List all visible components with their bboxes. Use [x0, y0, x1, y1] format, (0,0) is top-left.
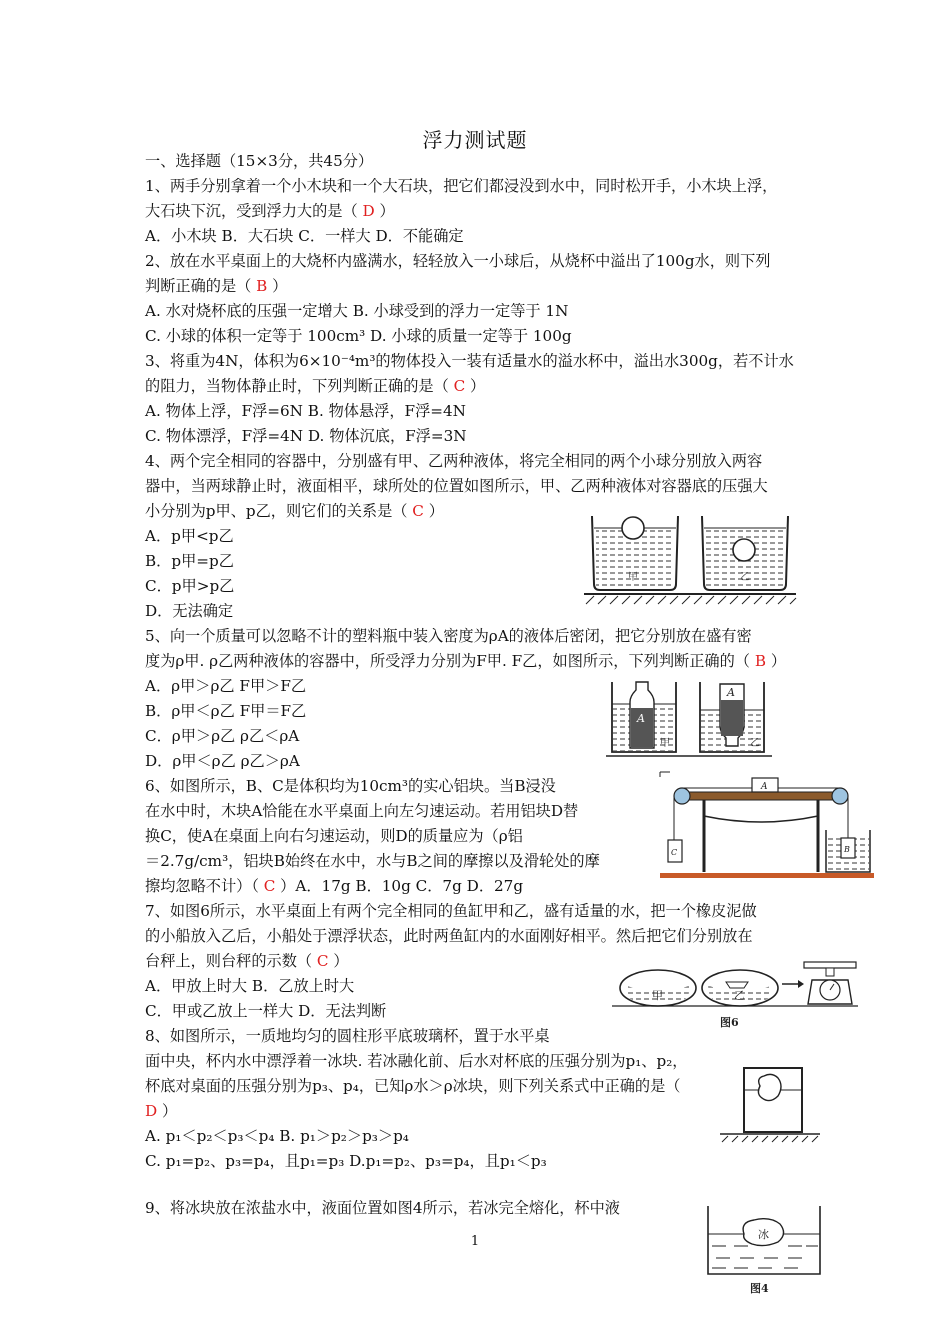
q8-answer: D [145, 1102, 158, 1120]
q4-option-d: D．无法确定 [145, 602, 234, 620]
q8-figure-glass-ice [716, 1064, 824, 1144]
q4-fig-label-left: 甲 [628, 572, 638, 583]
q5-stem-line2: 度为ρ甲. ρ乙两种液体的容器中，所受浮力分别为F甲. F乙，如图所示，下列判断正确的（ B ） [145, 652, 787, 670]
q3-options-1: A. 物体上浮，F浮=6N B. 物体悬浮，F浮=4N [145, 402, 466, 420]
q9-fig-ice-label: 冰 [758, 1228, 769, 1241]
q2-stem-line2: 判断正确的是（ B ） [145, 277, 288, 295]
q5-fig-bottle-label-right: A [727, 686, 735, 699]
q6-fig-label-c: C [671, 848, 678, 857]
q5-option-b: B．ρ甲＜ρ乙 F甲＝F乙 [145, 702, 307, 720]
q6-answer: C [263, 877, 276, 895]
q6-stem-line1: 6、如图所示，B、C是体积均为10cm³的实心铝块。当B浸没 [145, 777, 556, 795]
q5-option-a: A．ρ甲＞ρ乙 F甲＞F乙 [145, 677, 307, 695]
q6-fig-label-b: B [844, 845, 850, 854]
q7-stem-line1: 7、如图6所示，水平桌面上有两个完全相同的鱼缸甲和乙，盛有适量的水，把一个橡皮泥做 [145, 902, 757, 920]
q3-stem-line2: 的阻力，当物体静止时，下列判断正确的是（ C ） [145, 377, 486, 395]
q6-stem-line4: ＝2.7g/cm³，铝块B始终在水中，水与B之间的摩擦以及滑轮处的摩 [145, 852, 600, 870]
q3-stem-line1: 3、将重为4N，体积为6×10⁻⁴m³的物体投入一装有适量水的溢水杯中，溢出水300g，若不计水 [145, 352, 794, 370]
q1-answer: D [362, 202, 375, 220]
q2-stem-line1: 2、放在水平桌面上的大烧杯内盛满水，轻轻放入一小球后，从烧杯中溢出了100g水，则下列 [145, 252, 771, 270]
q4-stem-line3: 小分别为p甲、p乙，则它们的关系是（ C ） [145, 502, 444, 520]
q5-option-d: D．ρ甲＜ρ乙 ρ乙＞ρA [145, 752, 300, 770]
q4-answer: C [412, 502, 424, 520]
q6-stem-line2: 在水中时，木块A恰能在水平桌面上向左匀速运动。若用铝块D替 [145, 802, 579, 820]
q6-figure-pulley-table [660, 776, 874, 880]
q7-answer: C [316, 952, 329, 970]
q5-figure-bottles [604, 676, 776, 778]
q2-options-2: C. 小球的体积一定等于 100cm³ D. 小球的质量一定等于 100g [145, 327, 572, 345]
q7-figure-fishtanks-scale [612, 954, 858, 1034]
q1-stem-line2: 大石块下沉，受到浮力大的是（ D ） [145, 202, 395, 220]
section-heading: 一、选择题（15×3分，共45分） [145, 152, 374, 170]
q5-fig-label-left: 甲 [660, 738, 670, 749]
q7-fig-caption: 图6 [720, 1016, 739, 1029]
q5-fig-label-right: 乙 [750, 738, 760, 749]
q5-fig-bottle-label-left: A [637, 712, 645, 725]
q8-stem-line2: 面中央，杯内水中漂浮着一冰块. 若冰融化前、后水对杯底的压强分别为p₁、p₂， [145, 1052, 688, 1070]
q4-option-a: A．p甲<p乙 [145, 527, 234, 545]
q4-option-b: B．p甲=p乙 [145, 552, 234, 570]
q3-answer: C [453, 377, 466, 395]
q3-options-2: C. 物体漂浮，F浮=4N D. 物体沉底，F浮=3N [145, 427, 467, 445]
q4-stem-line1: 4、两个完全相同的容器中，分别盛有甲、乙两种液体，将完全相同的两个小球分别放入两容 [145, 452, 763, 470]
q7-fig-label-right: 乙 [734, 989, 745, 1002]
q8-stem-line1: 8、如图所示，一质地均匀的圆柱形平底玻璃杯，置于水平桌 [145, 1027, 550, 1045]
q9-figure-ice-brine [704, 1204, 824, 1300]
q1-stem-line1: 1、两手分别拿着一个小木块和一个大石块，把它们都浸没到水中，同时松开手，小木块上浮， [145, 177, 778, 195]
q2-answer: B [256, 277, 268, 295]
q5-option-c: C．ρ甲＞ρ乙 ρ乙＜ρA [145, 727, 300, 745]
q7-stem-line3: 台秤上，则台秤的示数（ C ） [145, 952, 349, 970]
q7-stem-line2: 的小船放入乙后，小船处于漂浮状态，此时两鱼缸内的水面刚好相平。然后把它们分别放在 [145, 927, 753, 945]
q5-stem-line1: 5、向一个质量可以忽略不计的塑料瓶中装入密度为ρA的液体后密闭，把它分别放在盛有密 [145, 627, 752, 645]
q4-stem-line2: 器中，当两球静止时，液面相平，球所处的位置如图所示，甲、乙两种液体对容器底的压强大 [145, 477, 768, 495]
q6-fig-label-a: A [761, 782, 768, 792]
q6-stem-line3: 换C，使A在桌面上向右匀速运动，则D的质量应为（ρ铝 [145, 827, 523, 845]
q8-options-1: A. p₁＜p₂＜p₃＜p₄ B. p₁＞p₂＞p₃＞p₄ [145, 1127, 409, 1145]
q1-options: A．小木块 B．大石块 C．一样大 D．不能确定 [145, 227, 464, 245]
q7-fig-label-left: 甲 [652, 989, 663, 1002]
q9-fig-caption: 图4 [750, 1282, 769, 1295]
q4-fig-label-right: 乙 [740, 572, 750, 583]
q7-options-1: A．甲放上时大 B．乙放上时大 [145, 977, 355, 995]
q2-options-1: A. 水对烧杯底的压强一定增大 B. 小球受到的浮力一定等于 1N [145, 302, 569, 320]
q8-options-2: C. p₁=p₂、p₃=p₄，且p₁=p₃ D.p₁=p₂、p₃=p₄，且p₁＜p₃ [145, 1152, 547, 1170]
q4-figure-beakers [578, 510, 800, 606]
q5-answer: B [754, 652, 766, 670]
q8-stem-line4: D ） [145, 1102, 178, 1120]
q9-stem-line1: 9、将冰块放在浓盐水中，液面位置如图4所示，若冰完全熔化，杯中液 [145, 1199, 620, 1217]
page-number: 1 [470, 1234, 480, 1249]
q8-stem-line3: 杯底对桌面的压强分别为p₃、p₄，已知ρ水＞ρ冰块，则下列关系式中正确的是（ [145, 1077, 681, 1095]
page-title: 浮力测试题 [422, 128, 528, 152]
q6-stem-line5: 擦均忽略不计）（ C ）A．17g B．10g C．7g D．27g [145, 877, 524, 895]
q7-options-2: C．甲或乙放上一样大 D．无法判断 [145, 1002, 387, 1020]
q4-option-c: C．p甲>p乙 [145, 577, 235, 595]
